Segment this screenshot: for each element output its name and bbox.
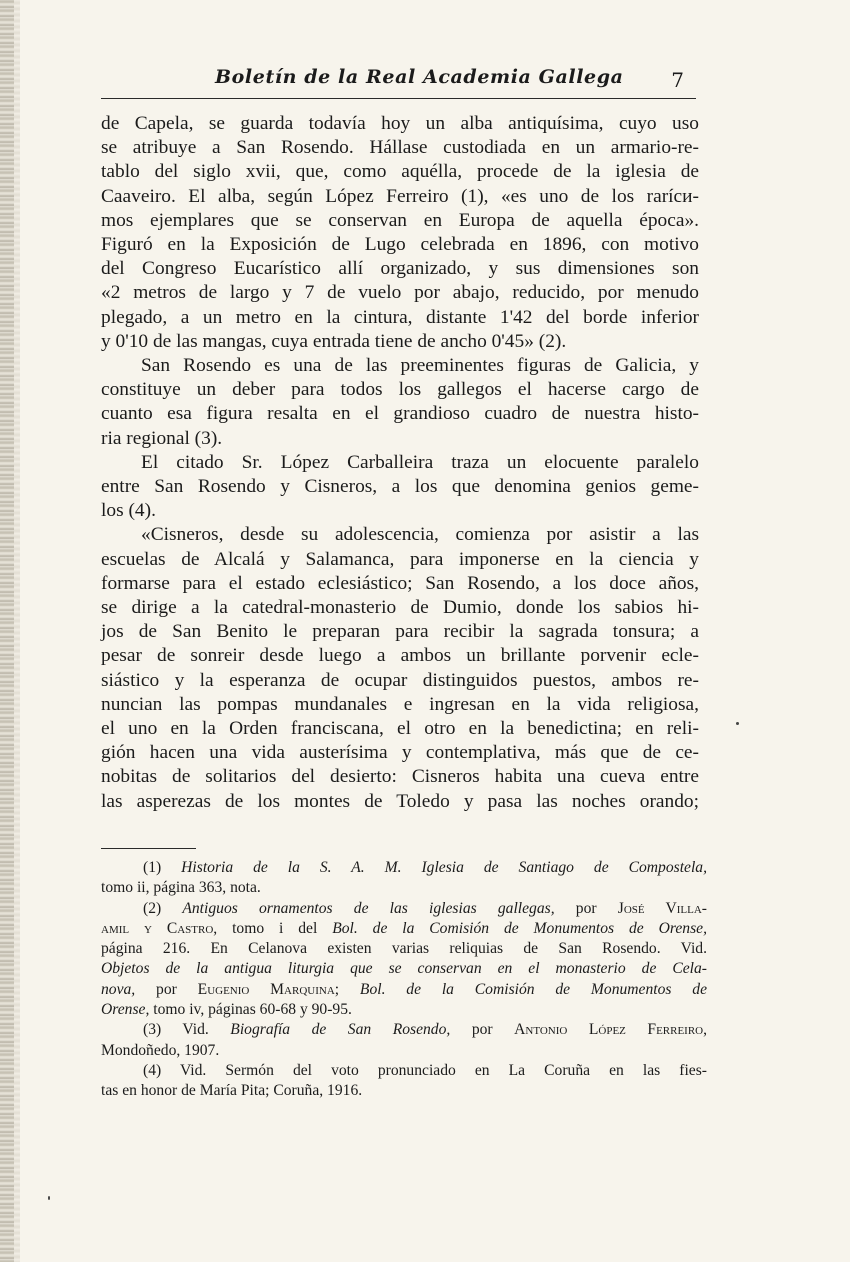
text-line: de Capela, se guarda todavía hoy un alba antiquísima, cuyo uso bbox=[101, 113, 699, 134]
footnote-text: por bbox=[575, 899, 597, 917]
footnote-title: Bol. de la Comisión de Monumentos de Orense, bbox=[332, 919, 707, 937]
text-line: San Rosendo es una de las preeminentes figuras de Galicia, y bbox=[141, 355, 699, 377]
footnote-2-cont bbox=[101, 980, 707, 1000]
footnote-1-cont: tomo ii, página 363, nota. bbox=[101, 879, 261, 897]
text-line: el uno en la Orden franciscana, el otro en la benedictina; en reli- bbox=[101, 718, 699, 740]
footnote-text: Vid. Sermón del voto pronunciado en La Coruña en las fies- bbox=[179, 1061, 707, 1079]
page-binding-edge bbox=[0, 0, 14, 1262]
footnote-1 bbox=[101, 858, 707, 878]
page-number: 7 bbox=[671, 68, 684, 92]
text-line: Caaveiro. El alba, según López Ferreiro (1), «es uno de los raríси- bbox=[101, 185, 699, 207]
page-header bbox=[101, 62, 696, 99]
footnote-3-cont: Mondoñedo, 1907. bbox=[101, 1041, 220, 1059]
footnote-title: Bol. de la Comisión de Monumentos de bbox=[359, 980, 708, 998]
footnote-4-cont: tas en honor de María Pita; Coruña, 1916. bbox=[101, 1082, 363, 1100]
text-line: constituye un deber para todos los gallegos el hacerse cargo de bbox=[101, 379, 699, 401]
footnote-text: Vid. bbox=[182, 1021, 209, 1039]
footnote-title: Orense, bbox=[101, 1001, 150, 1019]
text-line: pesar de sonreir desde luego a ambos un brillante porvenir ecle- bbox=[101, 645, 699, 667]
text-line: y 0'10 de las mangas, cuya entrada tiene de ancho 0'45» (2). bbox=[101, 330, 567, 352]
footnote-2-cont bbox=[101, 919, 707, 939]
footnote-2-cont bbox=[101, 1000, 707, 1020]
footnote-text: tomo i del bbox=[232, 919, 318, 937]
text-line: nobitas de solitarios del desierto: Cisneros habita una cueva entre bbox=[101, 766, 699, 788]
text-line: del Congreso Eucarístico allí organizado, y sus dimensiones son bbox=[101, 258, 699, 280]
footnote-title: Biografía de San Rosendo, bbox=[230, 1021, 451, 1039]
text-line: «Cisneros, desde su adolescencia, comienza por asistir a las bbox=[141, 524, 699, 546]
footnote-number: (3) bbox=[143, 1021, 162, 1039]
text-line: jos de San Benito le preparan para recibir la sagrada tonsura; a bbox=[101, 621, 699, 643]
text-line: se dirige a la catedral-monasterio de Dumio, donde los sabios hi- bbox=[101, 597, 699, 619]
text-line: siástico y la esperanza de ocupar distinguidos puestos, ambos re- bbox=[101, 669, 699, 691]
footnotes bbox=[101, 858, 707, 1102]
footnote-separator bbox=[101, 848, 196, 849]
footnote-title: nova, bbox=[101, 980, 136, 998]
footnote-number: (4) bbox=[143, 1061, 162, 1079]
text-line: gión hacen una vida austerísima y contemplativa, más que de ce- bbox=[101, 742, 699, 764]
footnote-3 bbox=[101, 1020, 707, 1040]
text-line: nuncian las pompas mundanales e ingresan en la vida religiosa, bbox=[101, 693, 699, 715]
running-title: Boletín de la Real Academia Gallega bbox=[215, 66, 624, 88]
footnote-author: amil y Castro, bbox=[101, 919, 218, 937]
page-binding-shadow bbox=[14, 0, 20, 1262]
text-line: Figuró en la Exposición de Lugo celebrada en 1896, con motivo bbox=[101, 234, 699, 256]
footnote-author: Antonio López Ferreiro, bbox=[514, 1021, 708, 1039]
text-line: se atribuye a San Rosendo. Hállase custodiada en un armario-re- bbox=[101, 137, 699, 159]
text-line: entre San Rosendo y Cisneros, a los que denomina genios geme- bbox=[101, 476, 699, 498]
text-line: «2 metros de largo y 7 de vuelo por abajo, reducido, por menudo bbox=[101, 282, 699, 304]
footnote-number: (1) bbox=[143, 859, 162, 876]
text-line: mos ejemplares que se conservan en Europa de aquella época». bbox=[101, 209, 699, 231]
footnote-title: Antiguos ornamentos de las iglesias gallegas, bbox=[182, 899, 555, 917]
footnote-text: por bbox=[156, 980, 177, 998]
text-line: ria regional (3). bbox=[101, 427, 223, 449]
footnote-2-cont: página 216. En Celanova existen varias reliquias de San Rosendo. Vid. bbox=[101, 940, 707, 958]
text-line: cuanto esa figura resalta en el grandioso cuadro de nuestra histo- bbox=[101, 403, 699, 425]
footnote-author: Eugenio Marquina; bbox=[197, 980, 340, 998]
ink-speck bbox=[736, 722, 739, 725]
text-line: tablo del siglo xvii, que, como aquélla, procede de la iglesia de bbox=[101, 161, 699, 183]
text-line: plegado, a un metro en la cintura, distante 1'42 del borde inferior bbox=[101, 306, 699, 328]
footnote-2-cont: Objetos de la antigua liturgia que se conservan en el monasterio de Cela- bbox=[101, 960, 707, 978]
footnote-2 bbox=[101, 899, 707, 919]
text-line: las asperezas de los montes de Toledo y pasa las noches orando; bbox=[101, 790, 699, 812]
text-line: escuelas de Alcalá y Salamanca, para imponerse en la ciencia y bbox=[101, 548, 699, 570]
footnote-author: José Villa- bbox=[617, 899, 707, 917]
footnote-text: tomo iv, páginas 60-68 y 90-95. bbox=[153, 1001, 352, 1019]
footnote-number: (2) bbox=[143, 899, 162, 917]
text-line: formarse para el estado eclesiástico; San Rosendo, a los doce años, bbox=[101, 572, 699, 594]
footnote-4 bbox=[101, 1061, 707, 1081]
footnote-title: Historia de la S. A. M. Iglesia de Santiago de Compostela, bbox=[181, 859, 707, 876]
text-line: los (4). bbox=[101, 500, 156, 522]
text-line: El citado Sr. López Carballeira traza un elocuente paralelo bbox=[141, 451, 699, 473]
main-text bbox=[101, 112, 699, 814]
footnote-text: por bbox=[471, 1021, 493, 1039]
ink-speck bbox=[48, 1196, 50, 1200]
